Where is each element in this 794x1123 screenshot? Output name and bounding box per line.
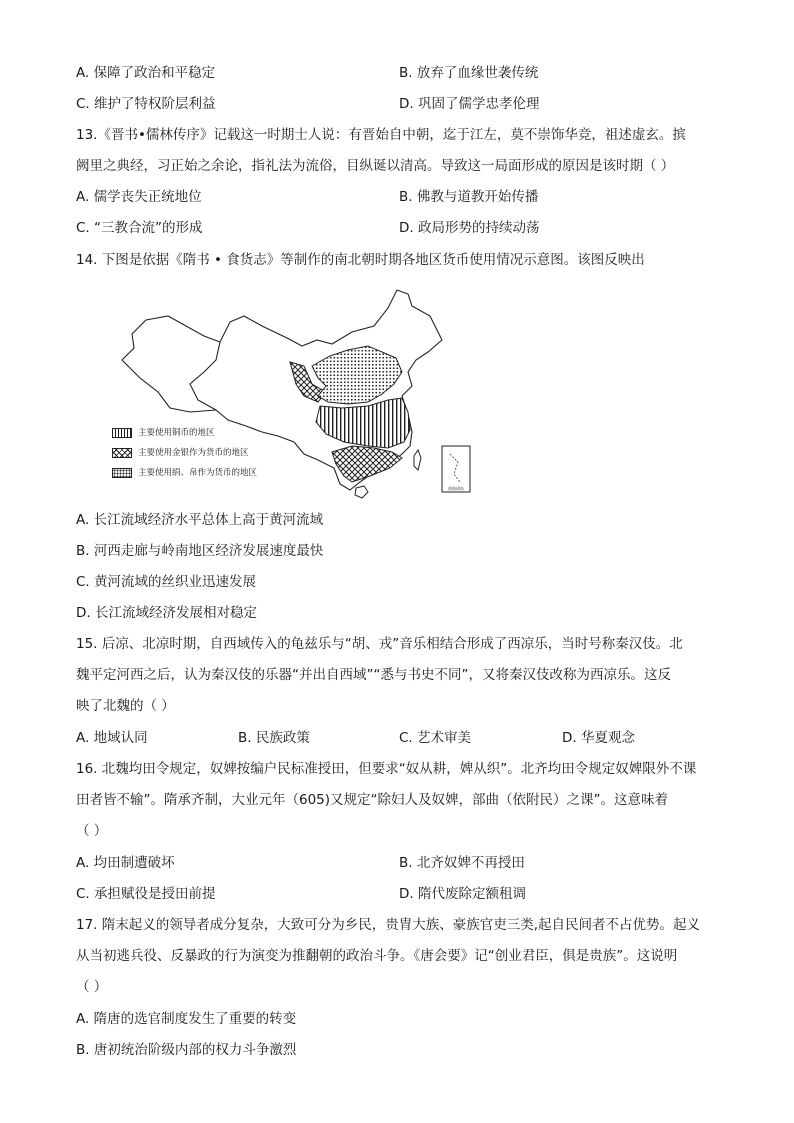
q12-option-a[interactable]: A. 保障了政治和平稳定 xyxy=(76,65,216,81)
q13-option-b[interactable]: B. 佛教与道教开始传播 xyxy=(399,189,539,205)
q16-option-d[interactable]: D. 隋代废除定额租调 xyxy=(399,886,526,902)
q15-option-b[interactable]: B. 民族政策 xyxy=(238,730,310,746)
q15-stem-line-1: 15. 后凉、北凉时期，自西域传入的龟兹乐与“胡、戎”音乐相结合形成了西凉乐，当时号称秦汉伎。北 xyxy=(76,636,683,652)
q17-stem-line-1: 17. 隋末起义的领导者成分复杂，大致可分为乡民，贵胄大族、豪族官吏三类,起自民间者不占优势。起义 xyxy=(76,917,701,933)
q13-option-d[interactable]: D. 政局形势的持续动荡 xyxy=(399,220,540,236)
legend-label-copper: 主要使用铜币的地区 xyxy=(138,428,215,438)
taiwan-island xyxy=(414,450,421,470)
q12-option-c[interactable]: C. 维护了特权阶层利益 xyxy=(76,96,216,112)
legend-label-gold: 主要使用金银作为货币的地区 xyxy=(138,448,249,458)
q16-option-c[interactable]: C. 承担赋役是授田前提 xyxy=(76,886,216,902)
q13-option-c[interactable]: C. “三教合流”的形成 xyxy=(76,220,203,236)
q14-option-a[interactable]: A. 长江流域经济水平总体上高于黄河流域 xyxy=(76,512,324,528)
q14-option-c[interactable]: C. 黄河流域的丝织业迅速发展 xyxy=(76,574,257,590)
q13-stem-line-2: 阙里之典经，习正始之余论，指礼法为流俗，目纵诞以清高。导致这一局面形成的原因是该时期（ ） xyxy=(76,158,675,174)
crosshatch-swatch xyxy=(112,448,132,458)
q16-option-a[interactable]: A. 均田制遭破坏 xyxy=(76,855,175,871)
q14-stem: 14. 下图是依据《隋书 • 食货志》等制作的南北朝时期各地区货币使用情况示意图。该图反映出 xyxy=(76,252,645,268)
q16-stem-line-2: 田者皆不输”。隋承齐制，大业元年（605)又规定“除妇人及奴婢，部曲（依附民）之课”。这意味着 xyxy=(76,792,669,808)
q14-option-b[interactable]: B. 河西走廊与岭南地区经济发展速度最快 xyxy=(76,543,324,559)
q17-stem-line-3: （ ） xyxy=(76,979,108,995)
hainan-island xyxy=(355,486,368,498)
inset-label: 南海诸岛 xyxy=(448,486,464,491)
q15-option-c[interactable]: C. 艺术审美 xyxy=(399,730,472,746)
q14-option-d[interactable]: D. 长江流域经济发展相对稳定 xyxy=(76,605,257,621)
q12-option-b[interactable]: B. 放弃了血缘世袭传统 xyxy=(399,65,539,81)
q17-option-b[interactable]: B. 唐初统治阶级内部的权力斗争激烈 xyxy=(76,1042,297,1058)
q16-stem-line-1: 16. 北魏均田令规定，奴婢按编户民标准授田，但要求“奴从耕，婢从织”。北齐均田令规定奴婢限外不课 xyxy=(76,761,697,777)
vertical-stripe-swatch xyxy=(112,428,132,438)
q13-option-a[interactable]: A. 儒学丧失正统地位 xyxy=(76,189,202,205)
q15-option-d[interactable]: D. 华夏观念 xyxy=(562,730,635,746)
q15-stem-line-3: 映了北魏的（ ） xyxy=(76,698,175,714)
legend-item-silk xyxy=(112,466,257,480)
q16-option-b[interactable]: B. 北齐奴婢不再授田 xyxy=(399,855,525,871)
q16-stem-line-3: （ ） xyxy=(76,823,108,839)
q12-option-d[interactable]: D. 巩固了儒学忠孝伦理 xyxy=(399,96,540,112)
q15-option-a[interactable]: A. 地域认同 xyxy=(76,730,148,746)
q13-stem-line-1: 13.《晋书•儒林传序》记载这一时期士人说：有晋始自中朝，迄于江左，莫不崇饰华竞，祖述虚玄。摈 xyxy=(76,127,686,143)
legend-label-silk: 主要使用绢、帛作为货币的地区 xyxy=(138,468,258,478)
legend-item-gold xyxy=(112,446,249,460)
q17-option-a[interactable]: A. 隋唐的选官制度发生了重要的转变 xyxy=(76,1011,297,1027)
q17-stem-line-2: 从当初逃兵役、反暴政的行为演变为推翻朝的政治斗争。《唐会要》记“创业君臣，俱是贵族”。这说明 xyxy=(76,948,678,964)
legend-item-copper xyxy=(112,426,215,440)
dotted-swatch xyxy=(112,468,132,478)
q15-stem-line-2: 魏平定河西之后，认为秦汉伎的乐器“并出自西域”“悉与书史不同”，又将秦汉伎改称为西凉乐。这反 xyxy=(76,667,671,683)
